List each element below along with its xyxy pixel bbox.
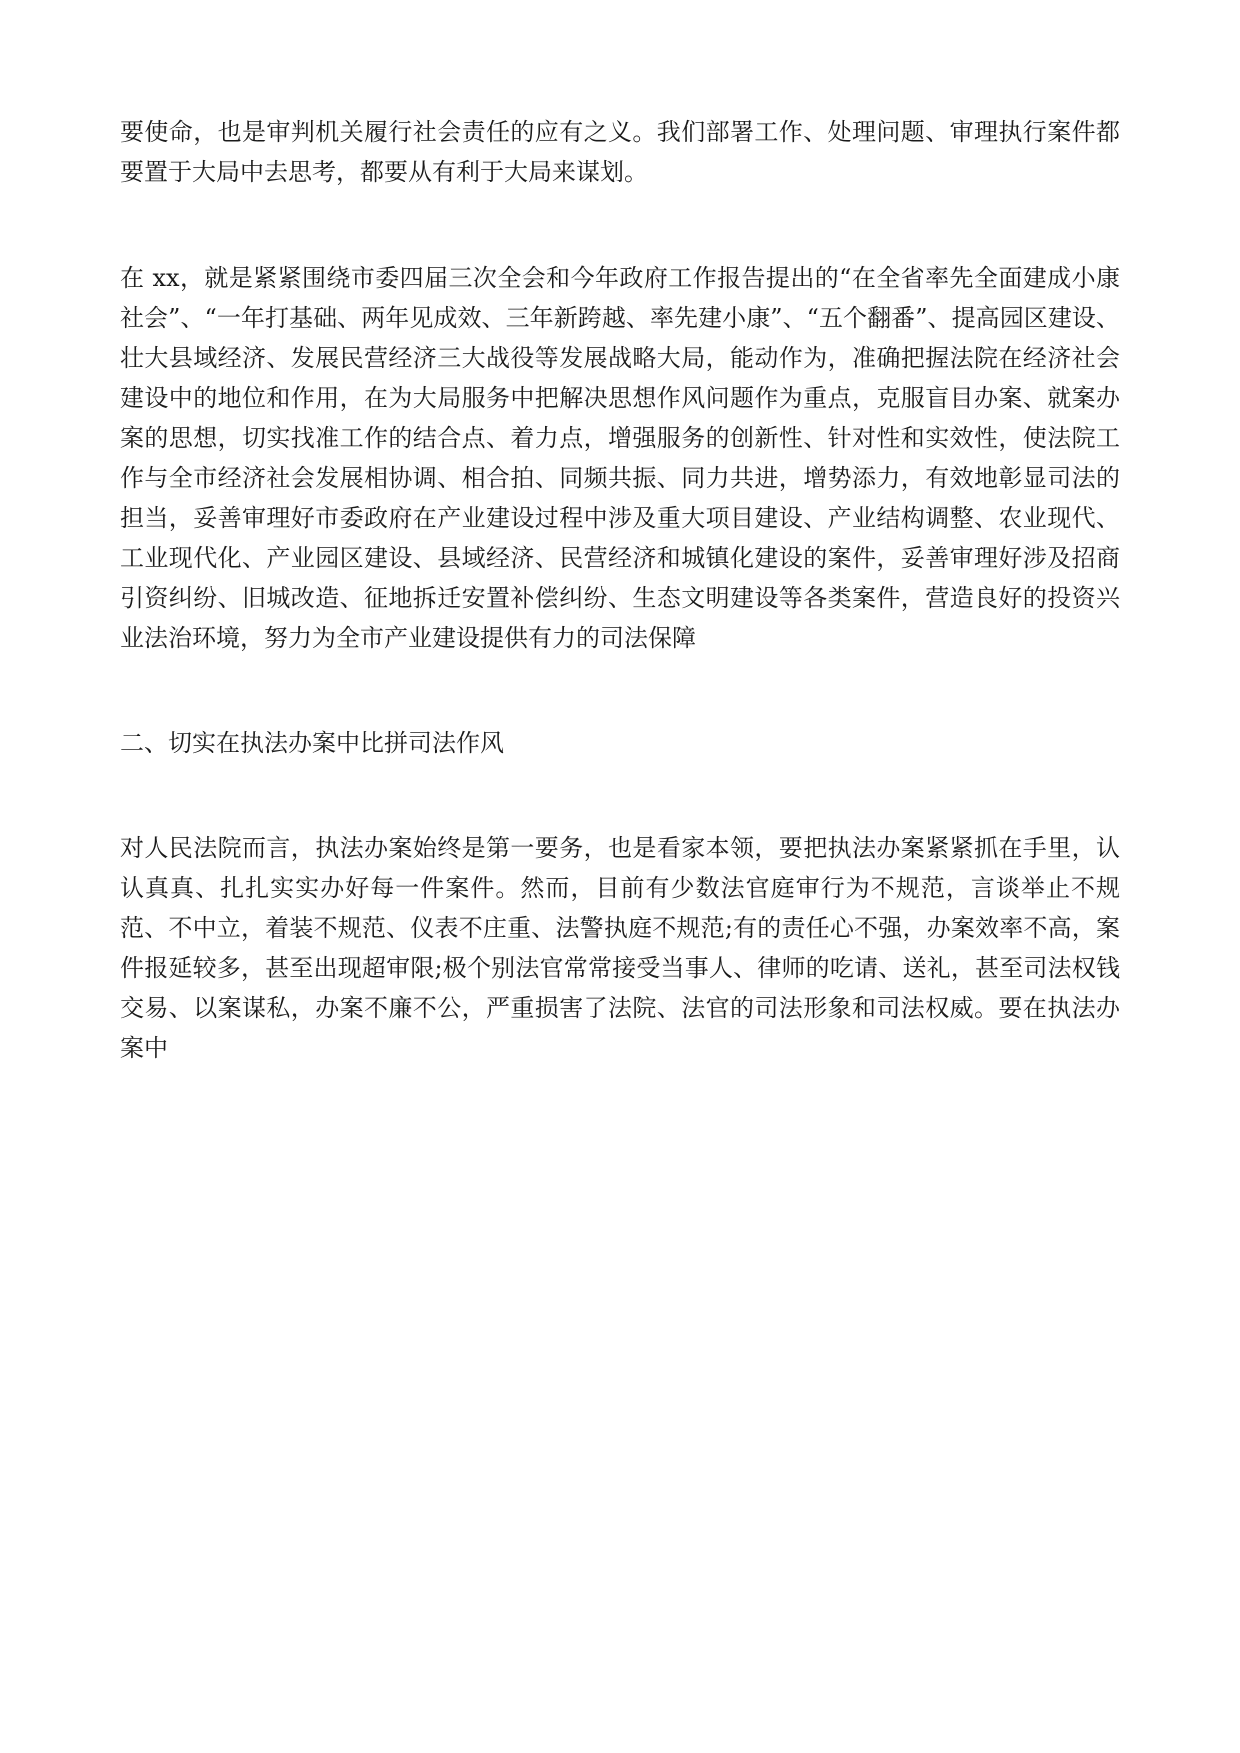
document-page [120,112,1120,1068]
paragraph-intro: 要使命，也是审判机关履行社会责任的应有之义。我们部署工作、处理问题、审理执行案件都要置于大局中去思考，都要从有利于大局来谋划。 [120,118,1120,186]
section-heading-2: 二、切实在执法办案中比拼司法作风 [120,729,504,757]
paragraph-case-handling: 对人民法院而言，执法办案始终是第一要务，也是看家本领，要把执法办案紧紧抓在手里，认认真真、扎扎实实办好每一件案件。然而，目前有少数法官庭审行为不规范，言谈举止不规范、不中立，着装不规范、仪表不庄重、法警执庭不规范;有的责任心不强，办案效率不高，案件报延较多，甚至出现超审限;极个别法官常常接受当事人、律师的吃请、送礼，甚至司法权钱交易、以案谋私，办案不廉不公，严重损害了法院、法官的司法形象和司法权威。要在执法办案中 [120,834,1120,1062]
paragraph-xx-strategy: 在 xx，就是紧紧围绕市委四届三次全会和今年政府工作报告提出的“在全省率先全面建成小康社会”、“一年打基础、两年见成效、三年新跨越、率先建小康”、“五个翻番”、提高园区建设、壮大县域经济、发展民营经济三大战役等发展战略大局，能动作为，准确把握法院在经济社会建设中的地位和作用，在为大局服务中把解决思想作风问题作为重点，克服盲目办案、就案办案的思想，切实找准工作的结合点、着力点，增强服务的创新性、针对性和实效性，使法院工作与全市经济社会发展相协调、相合拍、同频共振、同力共进，增势添力，有效地彰显司法的担当，妥善审理好市委政府在产业建设过程中涉及重大项目建设、产业结构调整、农业现代、工业现代化、产业园区建设、县域经济、民营经济和城镇化建设的案件，妥善审理好涉及招商引资纠纷、旧城改造、征地拆迁安置补偿纠纷、生态文明建设等各类案件，营造良好的投资兴业法治环境，努力为全市产业建设提供有力的司法保障 [120,264,1120,652]
